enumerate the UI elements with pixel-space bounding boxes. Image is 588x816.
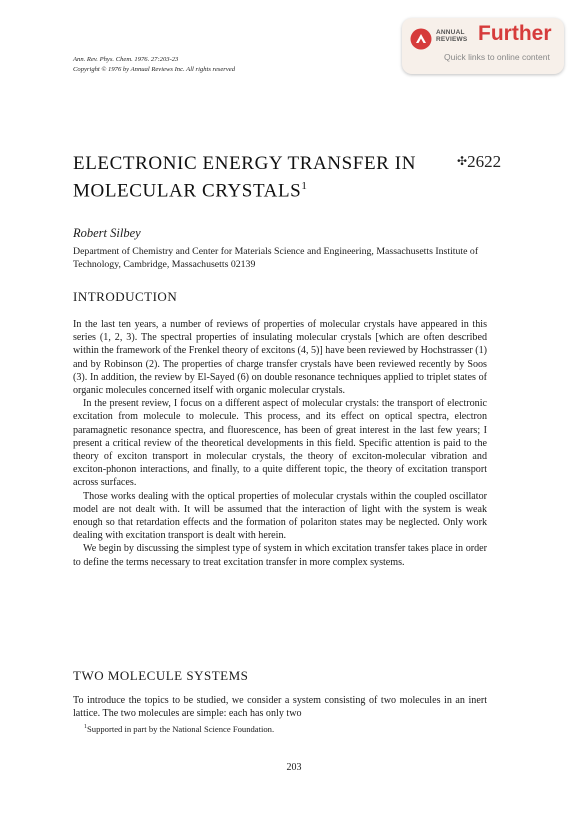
- two-molecule-body: [73, 694, 487, 720]
- footnote-text: Supported in part by the National Science Foundation.: [87, 724, 275, 734]
- author-name: Robert Silbey: [73, 226, 141, 240]
- section-heading-two-molecule-systems: TWO MOLECULE SYSTEMS: [73, 668, 249, 683]
- paragraph: In the last ten years, a number of reviews of properties of molecular crystals have appeared in this series (1, 2, 3). The spectral properties of insulating molecular crystals [which are often described within the framework of the Frenkel theory of excitons (4, 5)] have been reviewed by Hochstrasser (1) and by Robinson (2). The properties of charge transfer crystals have been reviewed recently by Soos (3). In addition, the review by El-Sayed (6) on double resonance techniques applied to triplet states of organic molecules concerned itself with organic molecular crystals.: [73, 319, 487, 397]
- copyright-notice: Copyright © 1976 by Annual Reviews Inc. All rights reserved: [73, 66, 236, 73]
- title-line-1: ELECTRONIC ENERGY TRANSFER IN: [73, 153, 417, 174]
- article-title: [73, 152, 453, 202]
- paragraph: We begin by discussing the simplest type of system in which excitation transfer takes place in order to define the terms necessary to treat excitation transfer in more complex systems.: [73, 543, 487, 568]
- page-number: 203: [286, 762, 302, 773]
- footnote-mark: 1: [84, 724, 87, 731]
- annual-reviews-logo-icon: [410, 28, 432, 50]
- section-heading-introduction: INTRODUCTION: [73, 289, 178, 304]
- article-code-number: 2622: [467, 152, 502, 171]
- paragraph: In the present review, I focus on a different aspect of molecular crystals: the transport of electronic excitation from molecule to molecule. This process, and its effect on optical spectra, electron paramagnetic resonance spectra, and fluorescence, has been of great interest in the last few years; I present a critical review of the theoretical developments in this field. Specific attention is paid to the theory of exciton transport in molecular crystals, the theory of exciton-molecular vibration and exciton-phonon interactions, and finally, to a quite different topic, the theory of excitation transport across surfaces.: [73, 398, 487, 489]
- journal-citation: Ann. Rev. Phys. Chem. 1976. 27:203-23: [73, 56, 179, 63]
- cross-mark-icon: ✣: [457, 154, 468, 168]
- quick-links-link[interactable]: Quick links to online content: [444, 52, 550, 62]
- further-banner[interactable]: [402, 18, 564, 74]
- title-line-2: MOLECULAR CRYSTALS$^1$: [73, 180, 307, 202]
- annual-reviews-wordmark: ANNUAL REVIEWS: [436, 29, 468, 43]
- author-affiliation: Department of Chemistry and Center for Materials Science and Engineering, Massachusetts Institute of Technology, Cambridge, Massachusetts 02139: [73, 246, 479, 271]
- paragraph: To introduce the topics to be studied, we consider a system consisting of two molecules in an inert lattice. The two molecules are simple: each has only two: [73, 695, 487, 720]
- title-footnote-mark: 1: [301, 180, 307, 192]
- footnote: [84, 724, 274, 734]
- journal-citation-block: [73, 55, 235, 75]
- further-label: Further: [478, 22, 552, 45]
- introduction-body: [73, 318, 487, 569]
- paragraph: Those works dealing with the optical properties of molecular crystals within the coupled oscillator model are not dealt with. It will be assumed that the interaction of light with the system is weak enough so that retardation effects and the formation of polariton states may be neglected. Only work dealing with excitation transport is dealt with herein.: [73, 490, 487, 542]
- article-code: [457, 152, 501, 172]
